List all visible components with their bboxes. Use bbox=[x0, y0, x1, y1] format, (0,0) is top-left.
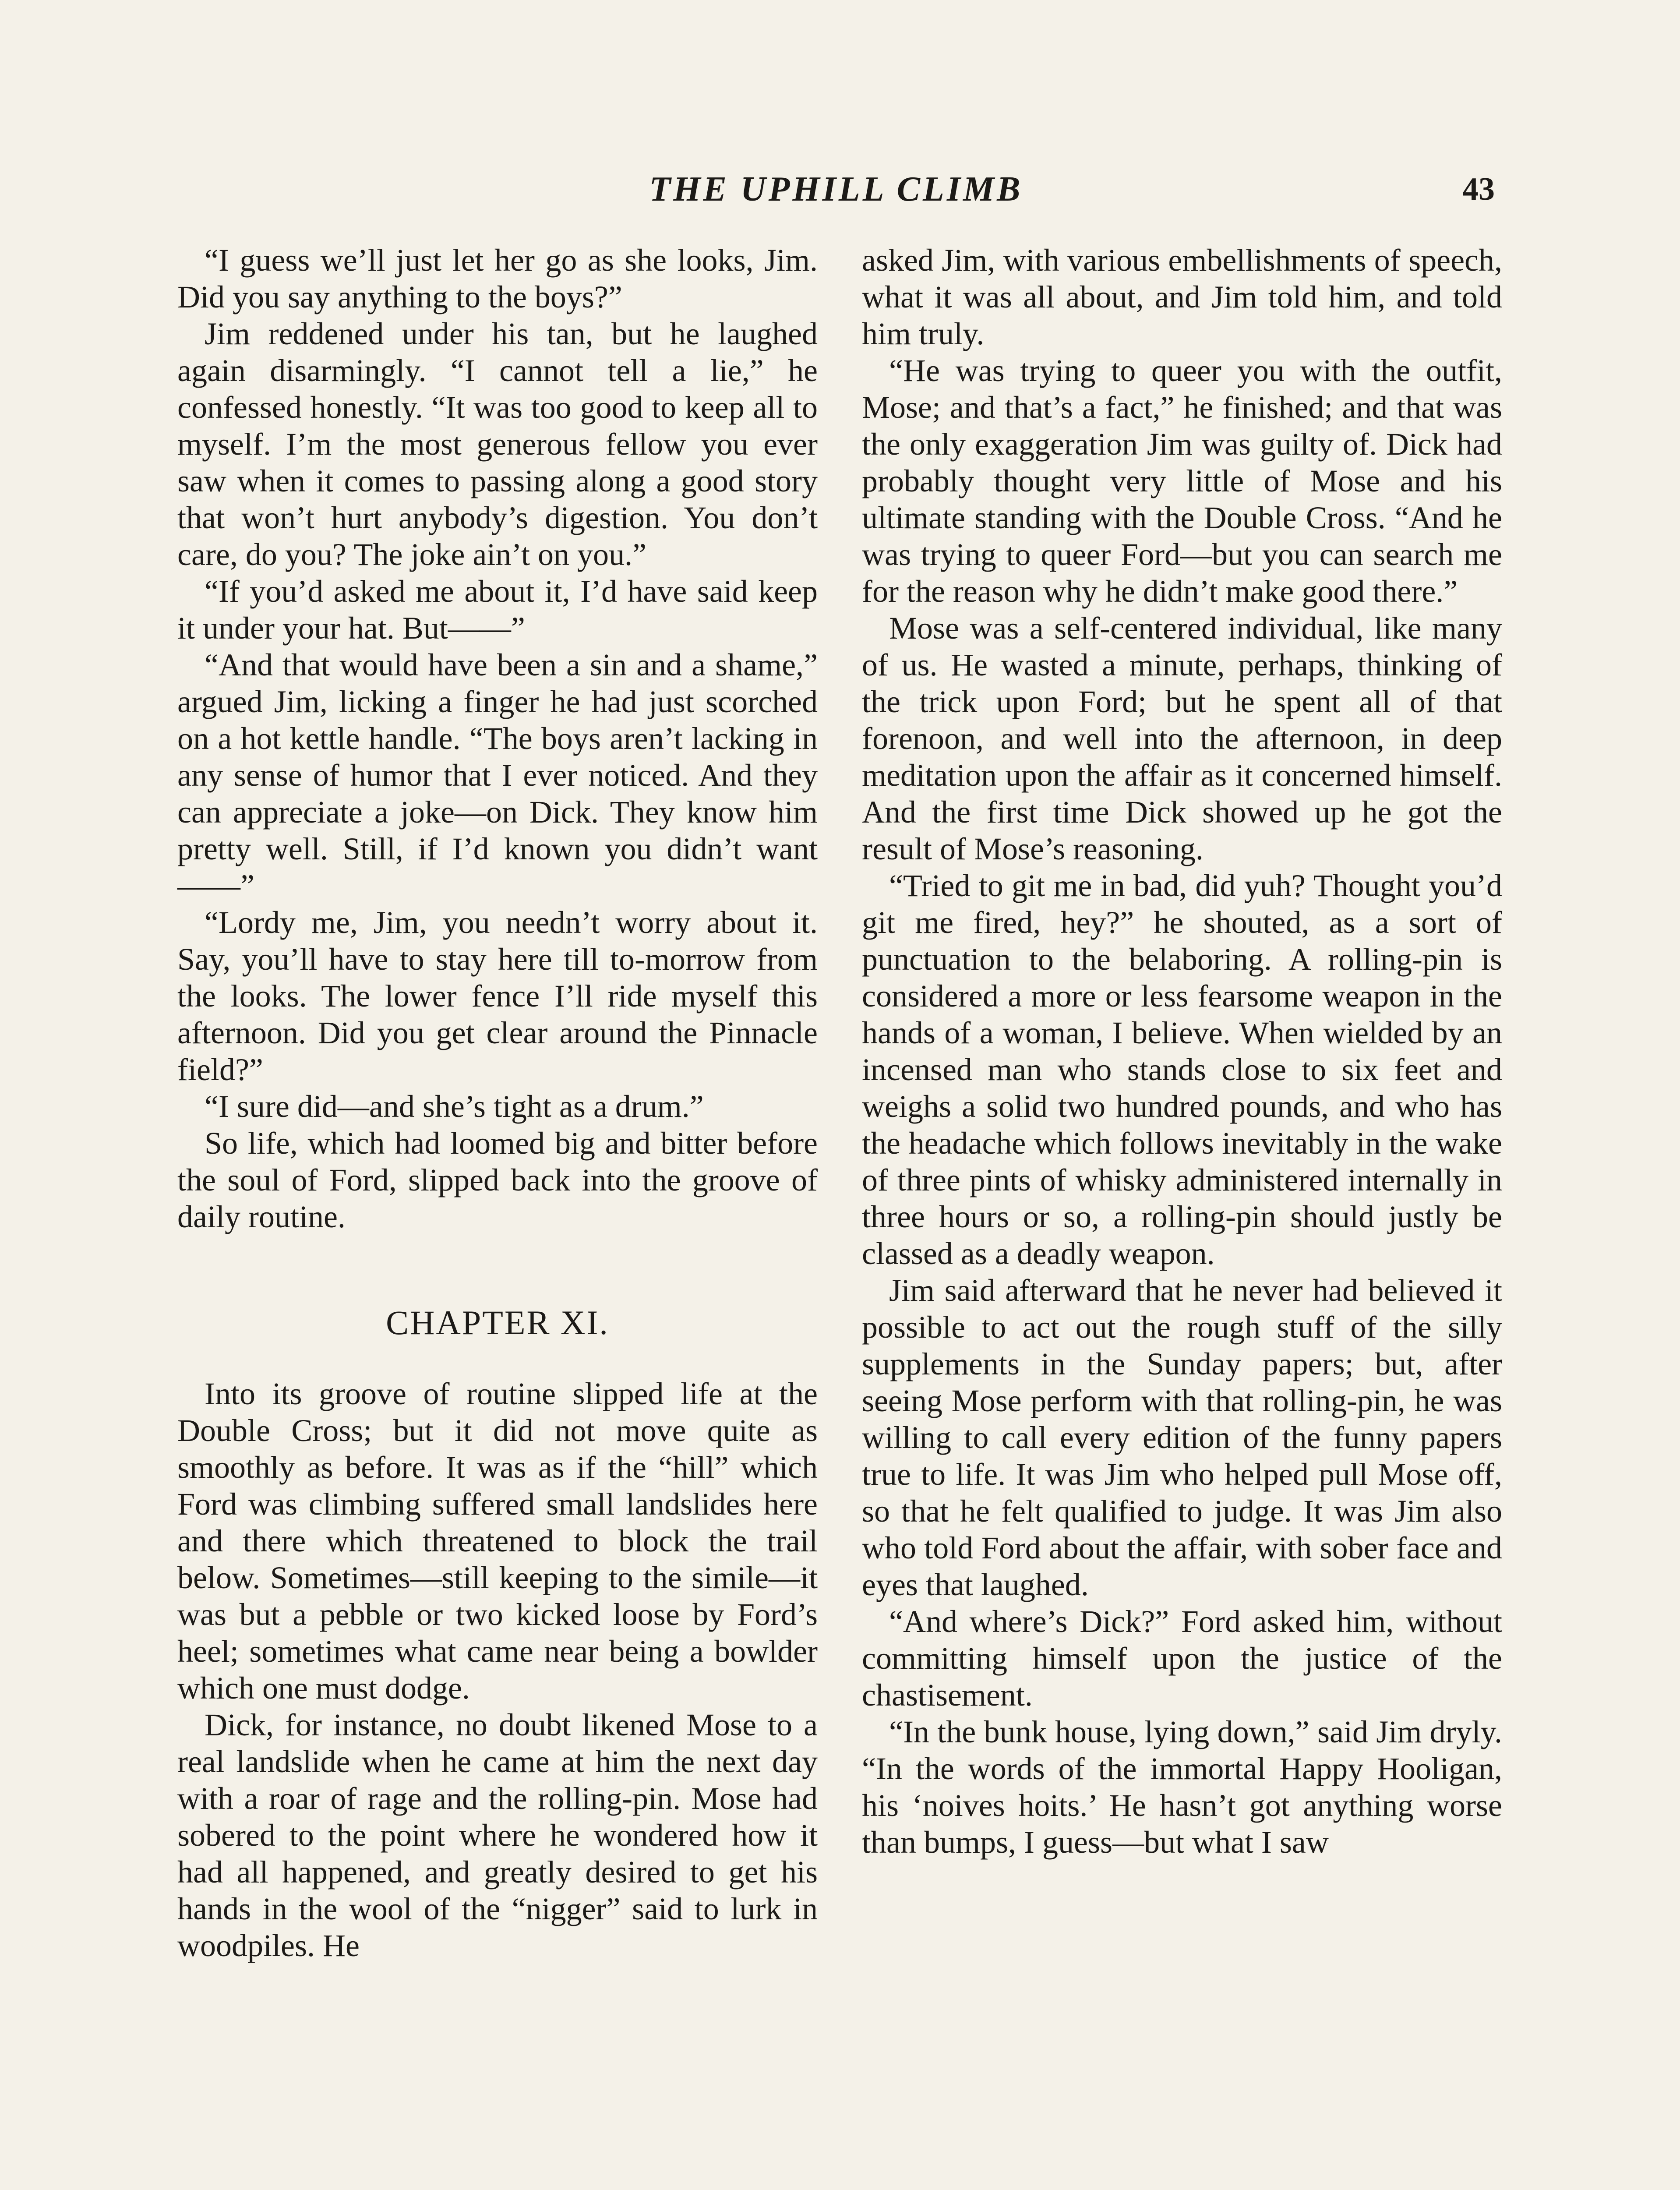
paragraph: So life, which had loomed big and bitter before the soul of Ford, slipped back into the groove of daily routine. bbox=[177, 1126, 818, 1234]
chapter-heading: CHAPTER XI. bbox=[386, 1303, 609, 1342]
left-column bbox=[177, 242, 818, 1964]
paragraph: “I guess we’ll just let her go as she looks, Jim. Did you say anything to the boys?” bbox=[177, 243, 818, 314]
paragraph: “Tried to git me in bad, did yuh? Thought you’d git me fired, hey?” he shouted, as a sort of punctuation to the belaboring. A rolling-pin is considered a more or less fearsome weapon in the hands of a woman, I believe. When wielded by an incensed man who stands close to six feet and weighs a solid two hundred pounds, and who has the headache which follows inevitably in the wake of three pints of whisky administered internally in three hours or so, a rolling-pin should justly be classed as a deadly weapon. bbox=[862, 868, 1502, 1271]
paragraph: Dick, for instance, no doubt likened Mose to a real landslide when he came at him the next day with a roar of rage and the rolling-pin. Mose had sobered to the point where he wondered how it had all happened, and greatly desired to get his hands in the wool of the “nigger” said to lurk in woodpiles. He bbox=[177, 1707, 818, 1963]
paragraph: Jim reddened under his tan, but he laughed again disarmingly. “I cannot tell a lie,” he confessed honestly. “It was too good to keep all to myself. I’m the most generous fellow you ever saw when it comes to passing along a good story that won’t hurt anybody’s digestion. You don’t care, do you? The joke ain’t on you.” bbox=[177, 316, 818, 572]
right-column bbox=[862, 242, 1502, 1861]
paragraph: “Lordy me, Jim, you needn’t worry about it. Say, you’ll have to stay here till to-morrow from the looks. The lower fence I’ll ride myself this afternoon. Did you get clear around the Pinnacle field?” bbox=[177, 905, 818, 1087]
paragraph: “In the bunk house, lying down,” said Jim dryly. “In the words of the immortal Happy Hooligan, his ‘noives hoits.’ He hasn’t got anything worse than bumps, I guess—but what I saw bbox=[862, 1714, 1502, 1860]
page-number: 43 bbox=[1462, 171, 1495, 207]
paragraph: “I sure did—and she’s tight as a drum.” bbox=[205, 1089, 704, 1124]
running-title: THE UPHILL CLIMB bbox=[649, 170, 1023, 208]
paragraph: “He was trying to queer you with the outfit, Mose; and that’s a fact,” he finished; and that was the only exaggeration Jim was guilty of. Dick had probably thought very little of Mose and his ultimate standing with the Double Cross. “And he was trying to queer Ford—but you can search me for the reason why he didn’t make good there.” bbox=[862, 353, 1502, 609]
paragraph: Mose was a self-centered individual, like many of us. He wasted a minute, perhaps, thinking of the trick upon Ford; but he spent all of that forenoon, and well into the afternoon, in deep meditation upon the affair as it concerned himself. And the first time Dick showed up he got the result of Mose’s reasoning. bbox=[862, 611, 1502, 866]
paragraph: “If you’d asked me about it, I’d have said keep it under your hat. But——” bbox=[177, 574, 818, 646]
running-head bbox=[177, 163, 1495, 215]
paragraph: asked Jim, with various embellishments of speech, what it was all about, and Jim told him, and told him truly. bbox=[862, 243, 1502, 351]
paragraph: Jim said afterward that he never had believed it possible to act out the rough stuff of the silly supplements in the Sunday papers; but, after seeing Mose perform with that rolling-pin, he was willing to call every edition of the funny papers true to life. It was Jim who helped pull Mose off, so that he felt qualified to judge. It was Jim also who told Ford about the affair, with sober face and eyes that laughed. bbox=[862, 1273, 1502, 1602]
paragraph: “And where’s Dick?” Ford asked him, without committing himself upon the justice of the chastisement. bbox=[862, 1604, 1502, 1713]
paragraph: “And that would have been a sin and a shame,” argued Jim, licking a finger he had just scorched on a hot kettle handle. “The boys aren’t lacking in any sense of humor that I ever noticed. And they can appreciate a joke—on Dick. They know him pretty well. Still, if I’d known you didn’t want——” bbox=[177, 647, 818, 903]
paragraph: Into its groove of routine slipped life at the Double Cross; but it did not move quite as smoothly as before. It was as if the “hill” which Ford was climbing suffered small landslides here and there which threatened to block the trail below. Sometimes—still keeping to the simile—it was but a pebble or two kicked loose by Ford’s heel; sometimes what came near being a bowlder which one must dodge. bbox=[177, 1376, 818, 1706]
